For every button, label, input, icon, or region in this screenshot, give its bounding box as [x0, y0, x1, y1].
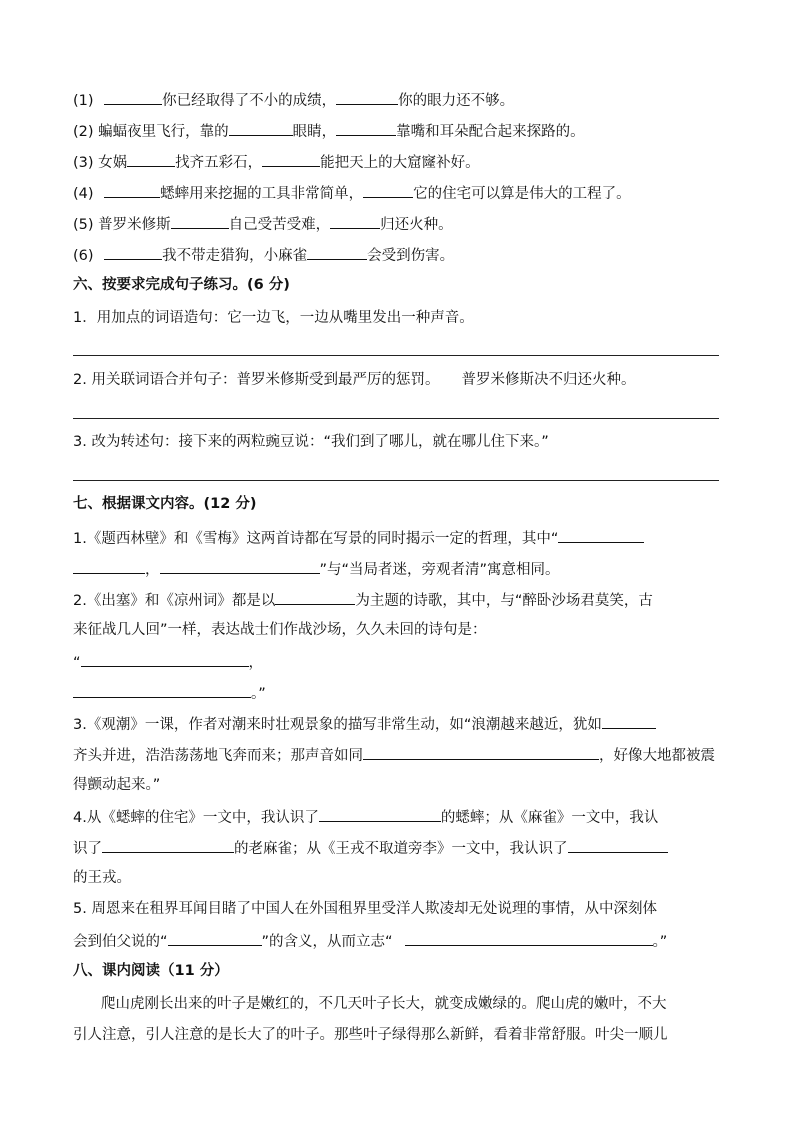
question-text-part: 的蟋蟀；从《麻雀》一文中，我认: [440, 810, 659, 826]
answer-blank[interactable]: [73, 682, 251, 698]
question-text: 1．用加点的词语造句：它一边飞，一边从嘴里发出一种声音。: [73, 310, 474, 326]
question-text: [73, 589, 653, 611]
answer-blank[interactable]: [104, 89, 162, 105]
question-text-part: ，: [145, 562, 160, 578]
question-text-part: 识了: [73, 841, 102, 857]
sec5-item-6: [73, 244, 454, 266]
answer-blank[interactable]: [160, 558, 320, 574]
item-text: 能把天上的大窟窿补好。: [320, 155, 480, 171]
question-text-part: “: [73, 655, 81, 671]
item-text: 眼睛，: [292, 124, 337, 140]
question-text: [73, 744, 715, 766]
question-text: [73, 527, 644, 549]
question-text-part: 。”: [251, 686, 266, 702]
answer-blank[interactable]: [336, 89, 398, 105]
answer-blank[interactable]: [602, 713, 656, 729]
question-text-part: ，: [248, 655, 264, 671]
item-text: 会受到伤害。: [367, 248, 455, 264]
item-label: (5) 普罗米修斯: [73, 217, 171, 233]
item-text: 我不带走猎狗，小麻雀: [162, 248, 308, 264]
question-text: [73, 806, 658, 828]
answer-blank[interactable]: [363, 744, 599, 760]
question-text-part: 为主题的诗歌，其中，与“醉卧沙场君莫笑，古: [355, 593, 653, 609]
answer-blank[interactable]: [363, 182, 413, 198]
question-text-part: 1.《题西林壁》和《雪梅》这两首诗都在写景的同时揭示一定的哲理，其中“: [73, 531, 559, 547]
answer-blank[interactable]: [168, 930, 262, 946]
sec5-item-5: [73, 213, 453, 235]
item-text: 归还火种。: [380, 217, 453, 233]
answer-blank[interactable]: [104, 182, 160, 198]
question-text: 5. 周恩来在租界耳闻目睹了中国人在外国租界里受洋人欺凌却无处说理的事情，从中深刻体: [73, 901, 657, 917]
section-heading: 六、按要求完成句子练习。(6 分): [73, 277, 290, 293]
answer-blank[interactable]: [229, 120, 293, 136]
question-text: [73, 837, 668, 859]
sec5-item-1: [73, 89, 514, 111]
item-text: 蟋蟀用来挖掘的工具非常简单，: [160, 186, 364, 202]
answer-blank[interactable]: [275, 589, 355, 605]
item-label: (3) 女娲: [73, 155, 128, 171]
item-text: 你的眼力还不够。: [398, 93, 515, 109]
answer-line[interactable]: [73, 480, 719, 481]
answer-blank[interactable]: [171, 213, 229, 229]
question-text: [73, 930, 667, 952]
question-text-part: 4.从《蟋蟀的住宅》一文中，我认识了: [73, 810, 319, 826]
section-heading: 七、根据课文内容。(12 分): [73, 496, 257, 512]
answer-blank[interactable]: [568, 837, 668, 853]
answer-line[interactable]: [73, 355, 719, 356]
answer-blank[interactable]: [81, 651, 249, 667]
item-text: 找齐五彩石，: [175, 155, 263, 171]
answer-blank[interactable]: [336, 120, 396, 136]
answer-blank[interactable]: [104, 244, 162, 260]
question-text: 的王戎。: [73, 870, 131, 886]
question-text-part: 2.《出塞》和《凉州词》都是以: [73, 593, 276, 609]
item-label: (1): [73, 93, 94, 109]
reading-paragraph-line: 爬山虎刚长出来的叶子是嫩红的，不几天叶子长大，就变成嫩绿的。爬山虎的嫩叶，不大: [101, 996, 667, 1012]
question-text: [73, 682, 266, 704]
answer-blank[interactable]: [127, 151, 175, 167]
question-text: [73, 713, 656, 735]
item-text: 靠嘴和耳朵配合起来探路的。: [396, 124, 585, 140]
answer-blank[interactable]: [102, 837, 234, 853]
question-text: [73, 558, 560, 580]
question-text: [73, 370, 635, 390]
sec5-item-4: [73, 182, 631, 204]
answer-blank[interactable]: [405, 930, 653, 946]
question-text-part: ”的含义，从而立志“: [261, 934, 393, 950]
answer-blank[interactable]: [262, 151, 320, 167]
item-label: (2) 蝙蝠夜里飞行，靠的: [73, 124, 229, 140]
item-text: 自己受苦受难，: [228, 217, 331, 233]
question-text-part: 会到伯父说的“: [73, 934, 168, 950]
question-text-part: 的老麻雀；从《王戎不取道旁李》一文中，我认识了: [234, 841, 568, 857]
answer-line[interactable]: [73, 418, 719, 419]
question-text-part: ，好像大地都被震: [599, 748, 715, 764]
question-text-part: 2. 用关联词语合并句子：普罗米修斯受到最严厉的惩罚。: [73, 372, 440, 388]
question-text: 得颤动起来。”: [73, 777, 161, 793]
question-text-part: 齐头并进，浩浩荡荡地飞奔而来；那声音如同: [73, 748, 363, 764]
sec5-item-2: [73, 120, 585, 142]
reading-paragraph-line: 引人注意，引人注意的是长大了的叶子。那些叶子绿得那么新鲜，看着非常舒服。叶尖一顺儿: [73, 1027, 668, 1043]
answer-blank[interactable]: [319, 806, 441, 822]
question-text-part: ”与“当局者迷，旁观者清”寓意相同。: [319, 562, 560, 578]
item-label: (4): [73, 186, 94, 202]
item-label: (6): [73, 248, 94, 264]
question-text-part: 3.《观潮》一课，作者对潮来时壮观景象的描写非常生动，如“浪潮越来越近，犹如: [73, 717, 602, 733]
question-text: 3. 改为转述句：接下来的两粒豌豆说：“我们到了哪儿，就在哪儿住下来。”: [73, 434, 549, 450]
answer-blank[interactable]: [330, 213, 380, 229]
question-text-part: 。”: [652, 934, 668, 950]
answer-blank[interactable]: [73, 558, 145, 574]
item-text: 你已经取得了不小的成绩，: [162, 93, 337, 109]
section-heading: 八、课内阅读（11 分）: [73, 963, 229, 979]
answer-blank[interactable]: [558, 527, 644, 543]
item-text: 它的住宅可以算是伟大的工程了。: [413, 186, 631, 202]
answer-blank[interactable]: [307, 244, 367, 260]
question-text: [73, 651, 263, 673]
question-text-part: 普罗米修斯决不归还火种。: [461, 372, 636, 388]
sec5-item-3: [73, 151, 480, 173]
question-text: 来征战几人回”一样，表达战士们作战沙场，久久未回的诗句是：: [73, 622, 487, 638]
